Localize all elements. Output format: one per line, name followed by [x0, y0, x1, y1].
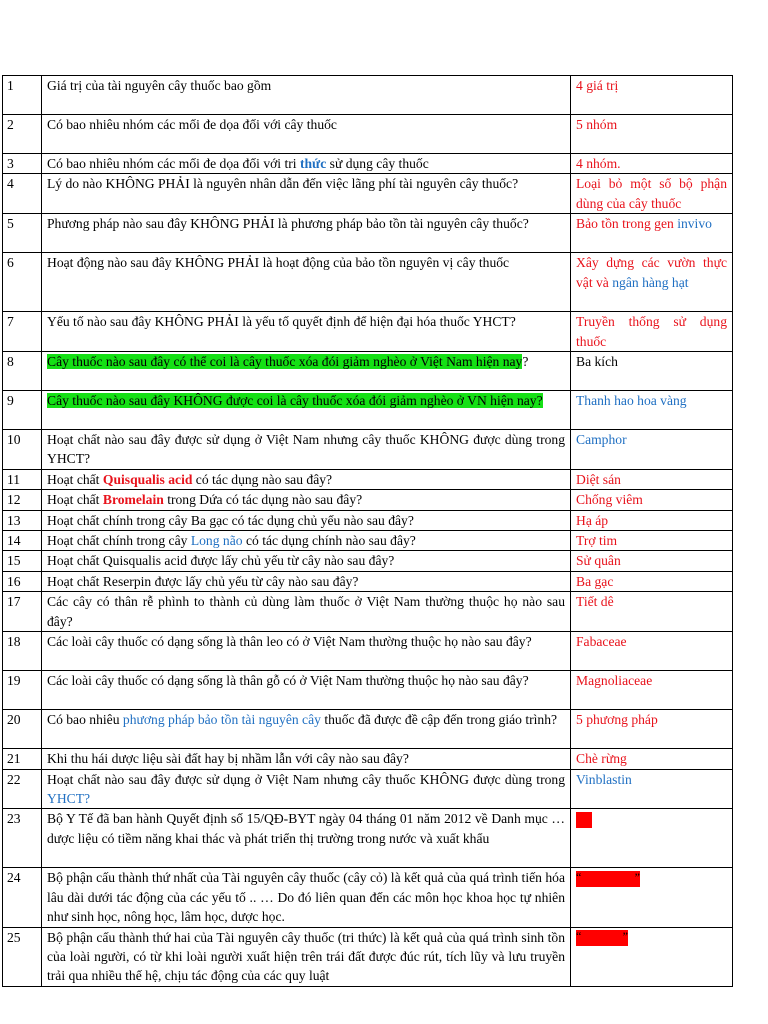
- answer-text: Ba gạc: [576, 573, 614, 589]
- question-text: [42, 809, 571, 868]
- question-text: [42, 769, 571, 809]
- answer-cell: [571, 927, 733, 986]
- text-segment: Các loài cây thuốc có dạng sống là thân gỗ có ở Việt Nam thường thuộc họ nào sau đây?: [47, 673, 529, 689]
- question-text: [42, 154, 571, 174]
- question-number: 8: [3, 352, 42, 391]
- text-segment: hạt: [668, 274, 689, 290]
- table-row: [3, 115, 733, 154]
- table-row: [3, 592, 733, 632]
- text-segment: Hoạt chất Quisqualis acid được lấy chủ yếu từ cây nào sau đây?: [47, 553, 395, 569]
- table-row: [3, 214, 733, 253]
- text-segment: Bộ Y Tế đã ban hành Quyết định số 15/QĐ-BYT ngày 04 tháng 01 năm 2012 về Danh mục … dược liệu có tiềm năng khai thác và phát triển thị trường trong nước và xuất khẩu: [47, 811, 565, 846]
- text-segment: trong Dứa có tác dụng nào sau đây?: [163, 492, 363, 508]
- question-text: [42, 312, 571, 352]
- answer-text: Trợ tim: [576, 533, 618, 549]
- answer-cell: [571, 253, 733, 312]
- text-segment: Hoạt chất nào sau đây được sử dụng ở Việt Nam nhưng cây thuốc KHÔNG được dùng trong: [47, 771, 565, 787]
- text-segment: Lý do nào KHÔNG PHẢI là nguyên nhân dẫn đến việc lãng phí tài nguyên cây thuốc?: [47, 176, 519, 192]
- question-text: [42, 174, 571, 214]
- table-row: [3, 174, 733, 214]
- answer-text: Ba kích: [576, 354, 618, 370]
- question-text: [42, 352, 571, 391]
- text-segment: Bảo tồn trong gen: [576, 216, 678, 232]
- answer-cell: [571, 868, 733, 927]
- table-row: [3, 430, 733, 470]
- open-quote: “: [576, 870, 582, 885]
- question-text: [42, 430, 571, 470]
- answer-cell: [571, 115, 733, 154]
- answer-text: Thanh hao hoa vàng: [576, 393, 687, 409]
- answer-text: Sử quân: [576, 553, 621, 569]
- redacted-answer-box: [576, 930, 628, 946]
- question-number: 20: [3, 710, 42, 749]
- question-number: 24: [3, 868, 42, 927]
- question-text: [42, 632, 571, 671]
- answer-text: Chống viêm: [576, 492, 643, 508]
- question-number: 22: [3, 769, 42, 809]
- text-segment: Hoạt chất nào sau đây được sử dụng ở Việt Nam nhưng cây thuốc KHÔNG được dùng trong YHCT?: [47, 432, 565, 467]
- text-segment: invivo: [677, 216, 712, 232]
- table-row: [3, 490, 733, 510]
- text-segment: Có bao nhiêu nhóm các mối đe dọa đối với cây thuốc: [47, 117, 337, 132]
- text-segment: Có bao nhiêu: [47, 712, 123, 728]
- table-row: [3, 510, 733, 530]
- text-segment: ngân hàng: [612, 274, 669, 290]
- text-segment: Bromelain: [102, 492, 164, 508]
- text-segment: có tác dụng chính nào sau đây?: [242, 533, 416, 549]
- text-segment: Các cây có thân rễ phình to thành củ dùng làm thuốc ở Việt Nam thường thuộc họ nào sau đây?: [47, 594, 565, 629]
- question-number: 7: [3, 312, 42, 352]
- text-segment: Các loài cây thuốc có dạng sống là thân leo có ở Việt Nam thường thuộc họ nào sau đây?: [47, 634, 532, 650]
- text-segment: Quisqualis acid: [102, 471, 193, 487]
- table-row: [3, 253, 733, 312]
- answer-cell: [571, 430, 733, 470]
- text-segment: có tác dụng nào sau đây?: [192, 471, 333, 487]
- question-text: [42, 76, 571, 115]
- text-segment: Hoạt chất Reserpin được lấy chủ yếu từ cây nào sau đây?: [47, 573, 359, 589]
- table-row: [3, 469, 733, 489]
- answer-text: Truyền thống sử dụng thuốc: [576, 314, 727, 349]
- redacted-answer-box: [576, 871, 640, 887]
- answer-text: Hạ áp: [576, 512, 609, 528]
- answer-cell: [571, 749, 733, 769]
- question-number: 12: [3, 490, 42, 510]
- question-number: 1: [3, 76, 42, 115]
- table-row: [3, 154, 733, 174]
- text-segment: sử dụng cây thuốc: [326, 156, 429, 171]
- answer-text: Fabaceae: [576, 634, 627, 650]
- answer-text: Magnoliaceae: [576, 673, 653, 689]
- question-text: [42, 671, 571, 710]
- text-segment: Hoạt chất chính trong cây Ba gạc có tác dụng chủ yếu nào sau đây?: [47, 512, 414, 528]
- text-segment: thuốc đã được đề cập đến trong giáo trình?: [320, 712, 558, 728]
- text-segment: Giá trị của tài nguyên cây thuốc bao gồm: [47, 78, 272, 93]
- answer-cell: [571, 391, 733, 430]
- question-text: [42, 510, 571, 530]
- table-row: [3, 76, 733, 115]
- answer-text: 4 giá trị: [576, 78, 619, 93]
- question-number: 15: [3, 551, 42, 571]
- text-segment: phương pháp bảo tồn tài nguyên cây: [122, 712, 321, 728]
- question-text: [42, 531, 571, 551]
- answer-text: Loại bỏ một số bộ phận dùng của cây thuốc: [576, 176, 727, 211]
- text-segment: Cây thuốc nào sau đây có thể coi là cây thuốc xóa đói giảm nghèo ở Việt Nam hiện nay: [47, 354, 523, 370]
- answer-text: 5 nhóm: [576, 117, 618, 132]
- question-text: [42, 710, 571, 749]
- answer-text: 5 phương pháp: [576, 712, 658, 728]
- answer-text: 4 nhóm.: [576, 156, 621, 171]
- text-segment: Có bao nhiêu nhóm các mối đe dọa đối với tri: [47, 156, 300, 171]
- answer-cell: [571, 592, 733, 632]
- question-number: 18: [3, 632, 42, 671]
- table-row: [3, 769, 733, 809]
- text-segment: Phương pháp nào sau đây KHÔNG PHẢI là phương pháp bảo tồn tài nguyên cây thuốc?: [47, 216, 529, 232]
- table-row: [3, 531, 733, 551]
- answer-cell: [571, 671, 733, 710]
- question-text: [42, 490, 571, 510]
- text-segment: Xây dựng các vườn thực vật và: [576, 255, 727, 290]
- text-segment: Cây thuốc nào sau đây KHÔNG được coi là cây thuốc xóa đói giảm nghèo ở VN hiện nay?: [47, 393, 543, 409]
- answer-cell: [571, 154, 733, 174]
- question-number: 4: [3, 174, 42, 214]
- table-row: [3, 671, 733, 710]
- text-segment: Long não: [190, 533, 243, 549]
- answer-cell: [571, 710, 733, 749]
- question-number: 13: [3, 510, 42, 530]
- table-row: [3, 809, 733, 868]
- answer-cell: [571, 490, 733, 510]
- answer-cell: [571, 76, 733, 115]
- question-text: [42, 469, 571, 489]
- open-quote: “: [576, 929, 582, 944]
- answer-cell: [571, 174, 733, 214]
- answer-cell: [571, 769, 733, 809]
- question-number: 11: [3, 469, 42, 489]
- text-segment: thức: [299, 156, 327, 171]
- question-number: 21: [3, 749, 42, 769]
- table-row: [3, 927, 733, 986]
- text-segment: YHCT?: [47, 790, 91, 806]
- question-table: [2, 75, 733, 987]
- table-row: [3, 312, 733, 352]
- answer-cell: [571, 809, 733, 868]
- text-segment: Khi thu hái dược liệu sài đất hay bị nhầm lẫn với cây nào sau đây?: [47, 751, 409, 767]
- question-number: 6: [3, 253, 42, 312]
- redacted-answer-box: [576, 812, 592, 828]
- question-number: 19: [3, 671, 42, 710]
- answer-cell: [571, 510, 733, 530]
- answer-cell: [571, 571, 733, 591]
- text-segment: Hoạt chất: [47, 471, 103, 487]
- question-number: 16: [3, 571, 42, 591]
- answer-text: Chè rừng: [576, 751, 627, 767]
- question-text: [42, 214, 571, 253]
- question-number: 17: [3, 592, 42, 632]
- close-quote: ”: [634, 870, 640, 885]
- text-segment: Bộ phận cấu thành thứ nhất của Tài nguyên cây thuốc (cây cỏ) là kết quả của quá trình tiến hóa lâu dài dưới tác động của các yếu tố .. … Do đó liên quan đến các môn học khoa học tự nhiên như sinh học, nông học, lâm học, dược học.: [47, 870, 565, 925]
- question-text: [42, 927, 571, 986]
- question-text: [42, 391, 571, 430]
- question-number: 2: [3, 115, 42, 154]
- table-row: [3, 571, 733, 591]
- text-segment: Hoạt chất: [47, 492, 103, 508]
- question-text: [42, 571, 571, 591]
- text-segment: Yếu tố nào sau đây KHÔNG PHẢI là yếu tố quyết định để hiện đại hóa thuốc YHCT?: [47, 314, 516, 330]
- question-number: 10: [3, 430, 42, 470]
- answer-text: Camphor: [576, 432, 627, 448]
- question-number: 9: [3, 391, 42, 430]
- answer-text: Diệt sán: [576, 471, 621, 487]
- table-row: [3, 749, 733, 769]
- question-number: 14: [3, 531, 42, 551]
- question-number: 25: [3, 927, 42, 986]
- question-text: [42, 868, 571, 927]
- answer-cell: [571, 551, 733, 571]
- question-text: [42, 253, 571, 312]
- table-row: [3, 391, 733, 430]
- close-quote: ”: [622, 929, 628, 944]
- question-text: [42, 592, 571, 632]
- question-text: [42, 551, 571, 571]
- answer-cell: [571, 214, 733, 253]
- answer-cell: [571, 352, 733, 391]
- answer-cell: [571, 312, 733, 352]
- question-text: [42, 749, 571, 769]
- answer-text: Tiết dê: [576, 594, 614, 610]
- question-number: 5: [3, 214, 42, 253]
- table-row: [3, 632, 733, 671]
- text-segment: Hoạt chất chính trong cây: [47, 533, 191, 549]
- text-segment: Hoạt động nào sau đây KHÔNG PHẢI là hoạt động của bảo tồn nguyên vị cây thuốc: [47, 255, 510, 271]
- text-segment: Bộ phận cấu thành thứ hai của Tài nguyên cây thuốc (tri thức) là kết quả của quá trình sinh tồn của loài người, có từ khi loài người xuất hiện trên trái đất được đúc rút, tích lũy và lưu truyền trải qua nhiều thế hệ, chịu tác động của các quy luật: [47, 929, 565, 984]
- answer-cell: [571, 632, 733, 671]
- answer-cell: [571, 531, 733, 551]
- table-row: [3, 710, 733, 749]
- question-table-body: [3, 76, 733, 987]
- question-text: [42, 115, 571, 154]
- question-number: 3: [3, 154, 42, 174]
- table-row: [3, 868, 733, 927]
- table-row: [3, 551, 733, 571]
- question-number: 23: [3, 809, 42, 868]
- answer-cell: [571, 469, 733, 489]
- text-segment: ?: [522, 354, 529, 370]
- answer-text: Vinblastin: [576, 771, 632, 787]
- table-row: [3, 352, 733, 391]
